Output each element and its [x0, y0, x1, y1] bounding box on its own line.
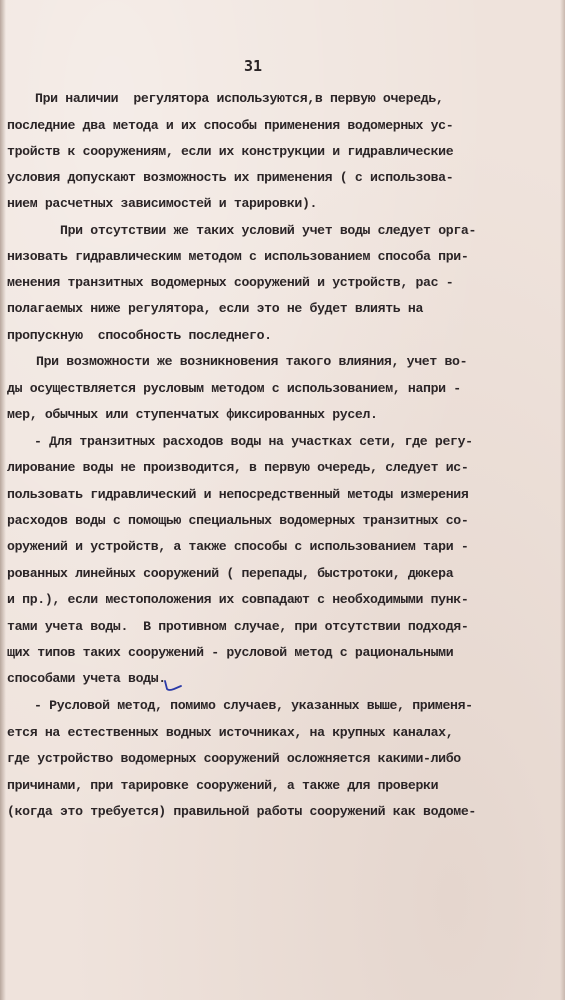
text-line: полагаемых ниже регулятора, если это не будет влиять на: [7, 301, 424, 316]
page-number: 31: [244, 57, 263, 75]
text-line: рованных линейных сооружений ( перепады, быстротоки, дюкера: [7, 566, 454, 581]
text-line: условия допускают возможность их применения ( с использова-: [7, 170, 454, 185]
text-line: и пр.), если местоположения их совпадают с необходимыми пунк-: [7, 592, 469, 607]
text-line: тами учета воды. В противном случае, при отсутствии подходя-: [7, 619, 469, 634]
text-line: пропускную способность последнего.: [7, 328, 272, 343]
text-line: лирование воды не производится, в первую очередь, следует ис-: [7, 460, 469, 475]
page-edge-left: [0, 0, 6, 1000]
text-line: пользовать гидравлический и непосредственный методы измерения: [7, 487, 469, 502]
text-line: тройств к сооружениям, если их конструкции и гидравлические: [7, 144, 454, 159]
text-line: щих типов таких сооружений - русловой метод с рациональными: [7, 645, 454, 660]
text-line: причинами, при тарировке сооружений, а также для проверки: [7, 778, 439, 793]
text-line: менения транзитных водомерных сооружений и устройств, рас -: [7, 275, 454, 290]
text-line: ется на естественных водных источниках, на крупных каналах,: [7, 725, 454, 740]
text-line: низовать гидравлическим методом с использованием способа при-: [7, 249, 469, 264]
text-line: где устройство водомерных сооружений осложняется какими-либо: [7, 751, 461, 766]
text-line: расходов воды с помощью специальных водомерных транзитных со-: [7, 513, 469, 528]
text-line: способами учета воды.: [7, 671, 166, 686]
text-line: ды осуществляется русловым методом с использованием, напри -: [7, 381, 461, 396]
text-line: (когда это требуется) правильной работы сооружений как водоме-: [7, 804, 476, 819]
text-line: мер, обычных или ступенчатых фиксированных русел.: [7, 407, 378, 422]
text-line: оружений и устройств, а также способы с использованием тари -: [7, 539, 469, 554]
text-line: При отсутствии же таких условий учет воды следует орга-: [60, 223, 477, 238]
text-line: При наличии регулятора используются,в первую очередь,: [35, 91, 444, 106]
pen-correction-mark: [162, 680, 184, 692]
text-line: - Для транзитных расходов воды на участках сети, где регу-: [34, 434, 473, 449]
page-edge-right: [560, 0, 565, 1000]
text-line: При возможности же возникновения такого влияния, учет во-: [36, 354, 468, 369]
text-line: нием расчетных зависимостей и тарировки).: [7, 196, 318, 211]
text-line: - Русловой метод, помимо случаев, указанных выше, применя-: [34, 698, 473, 713]
text-line: последние два метода и их способы применения водомерных ус-: [7, 118, 454, 133]
